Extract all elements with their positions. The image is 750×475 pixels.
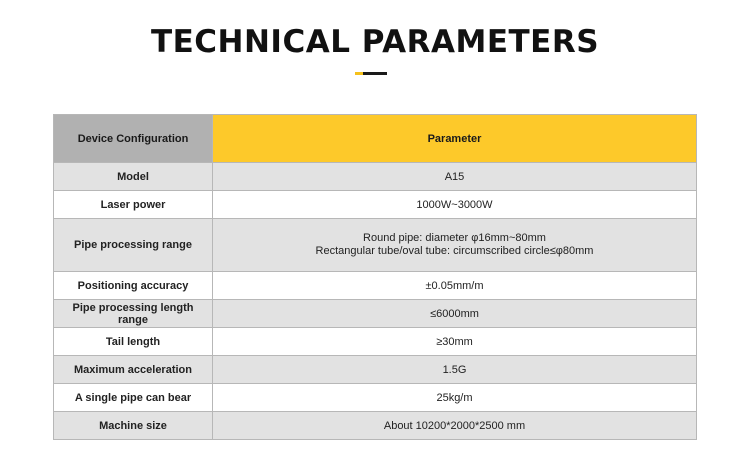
table-row: [54, 300, 697, 328]
underline-accent: [355, 72, 363, 75]
value-line-round-pipe: Round pipe: diameter φ16mm~80mm: [363, 232, 546, 244]
page-title: TECHNICAL PARAMETERS: [150, 24, 600, 60]
row-value-maximum-acceleration: 1.5G: [213, 356, 697, 384]
row-label-maximum-acceleration: Maximum acceleration: [54, 356, 213, 384]
row-value-single-pipe-load: 25kg/m: [213, 384, 697, 412]
row-label-machine-size: Machine size: [54, 412, 213, 440]
row-label-pipe-processing-length-range: Pipe processing length range: [54, 300, 213, 328]
row-label-tail-length: Tail length: [54, 328, 213, 356]
header-parameter: Parameter: [213, 115, 697, 163]
table-row: [54, 163, 697, 191]
table-header-row: [54, 115, 697, 163]
table-row: [54, 219, 697, 272]
row-value-laser-power: 1000W~3000W: [213, 191, 697, 219]
title-underline: [355, 72, 387, 75]
row-label-positioning-accuracy: Positioning accuracy: [54, 272, 213, 300]
value-line-rectangular-tube: Rectangular tube/oval tube: circumscribed circle≤φ80mm: [315, 245, 594, 257]
table-row: [54, 384, 697, 412]
parameters-table: [53, 114, 697, 440]
row-value-pipe-processing-range: [213, 219, 697, 272]
row-label-model: Model: [54, 163, 213, 191]
row-label-single-pipe-load: A single pipe can bear: [54, 384, 213, 412]
header-device-configuration: Device Configuration: [54, 115, 213, 163]
table-row: [54, 328, 697, 356]
row-label-laser-power: Laser power: [54, 191, 213, 219]
table-row: [54, 356, 697, 384]
table-row: [54, 191, 697, 219]
row-value-pipe-processing-length-range: ≤6000mm: [213, 300, 697, 328]
row-value-tail-length: ≥30mm: [213, 328, 697, 356]
table-row: [54, 412, 697, 440]
row-value-machine-size: About 10200*2000*2500 mm: [213, 412, 697, 440]
row-value-model: A15: [213, 163, 697, 191]
underline-bar: [363, 72, 387, 75]
table-row: [54, 272, 697, 300]
row-value-positioning-accuracy: ±0.05mm/m: [213, 272, 697, 300]
row-label-pipe-processing-range: Pipe processing range: [54, 219, 213, 272]
